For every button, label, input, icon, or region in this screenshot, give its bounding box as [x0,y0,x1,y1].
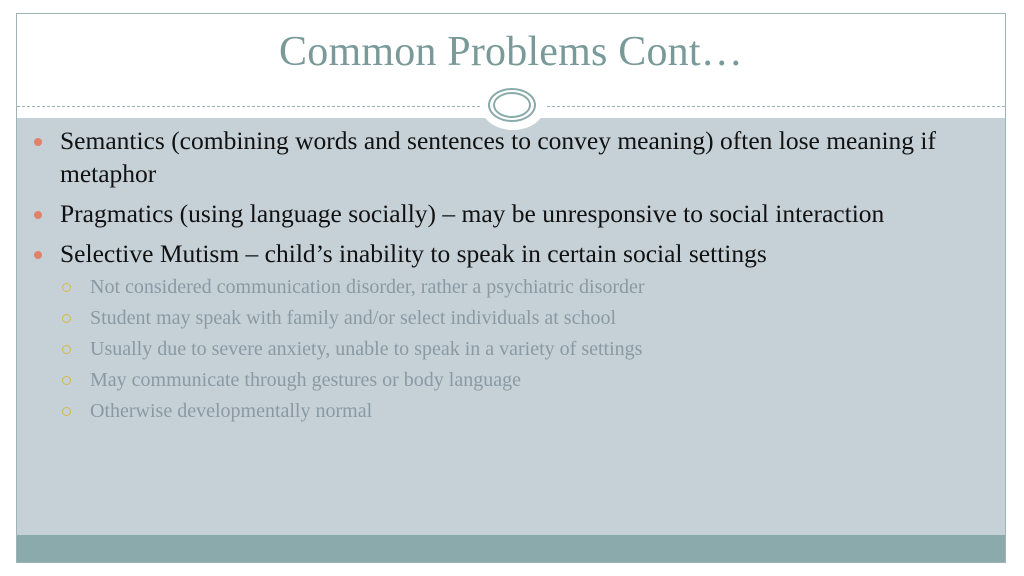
sub-bullet-item [32,396,962,427]
filled-circle-bullet-icon [34,251,42,259]
sub-bullet-item [32,365,962,396]
sub-bullet-item [32,303,962,334]
ornament-inner-ring [493,92,531,118]
sub-bullet-list [32,272,962,427]
slide-content [32,124,962,427]
footer-bar [17,535,1005,562]
sub-bullet-text: May communicate through gestures or body language [90,369,521,391]
hollow-circle-bullet-icon [62,283,71,292]
sub-bullet-text: Otherwise developmentally normal [90,400,373,422]
bullet-item [32,237,962,270]
hollow-circle-bullet-icon [62,376,71,385]
bullet-text: Pragmatics (using language socially) – may be unresponsive to social interaction [60,199,885,228]
hollow-circle-bullet-icon [62,314,71,323]
bullet-item [32,197,962,230]
bullet-text: Semantics (combining words and sentences to convey meaning) often lose meaning if metaphor [60,126,936,188]
bullet-text: Selective Mutism – child’s inability to speak in certain social settings [60,239,767,268]
filled-circle-bullet-icon [34,211,42,219]
sub-bullet-item [32,272,962,303]
filled-circle-bullet-icon [34,138,42,146]
slide-title: Common Problems Cont… [279,29,743,75]
hollow-circle-bullet-icon [62,345,71,354]
sub-bullet-text: Usually due to severe anxiety, unable to speak in a variety of settings [90,338,643,360]
sub-bullet-text: Not considered communication disorder, rather a psychiatric disorder [90,276,645,298]
bullet-item [32,124,962,190]
sub-bullet-item [32,334,962,365]
hollow-circle-bullet-icon [62,407,71,416]
sub-bullet-text: Student may speak with family and/or select individuals at school [90,307,617,329]
double-oval-ornament-icon [481,82,545,130]
